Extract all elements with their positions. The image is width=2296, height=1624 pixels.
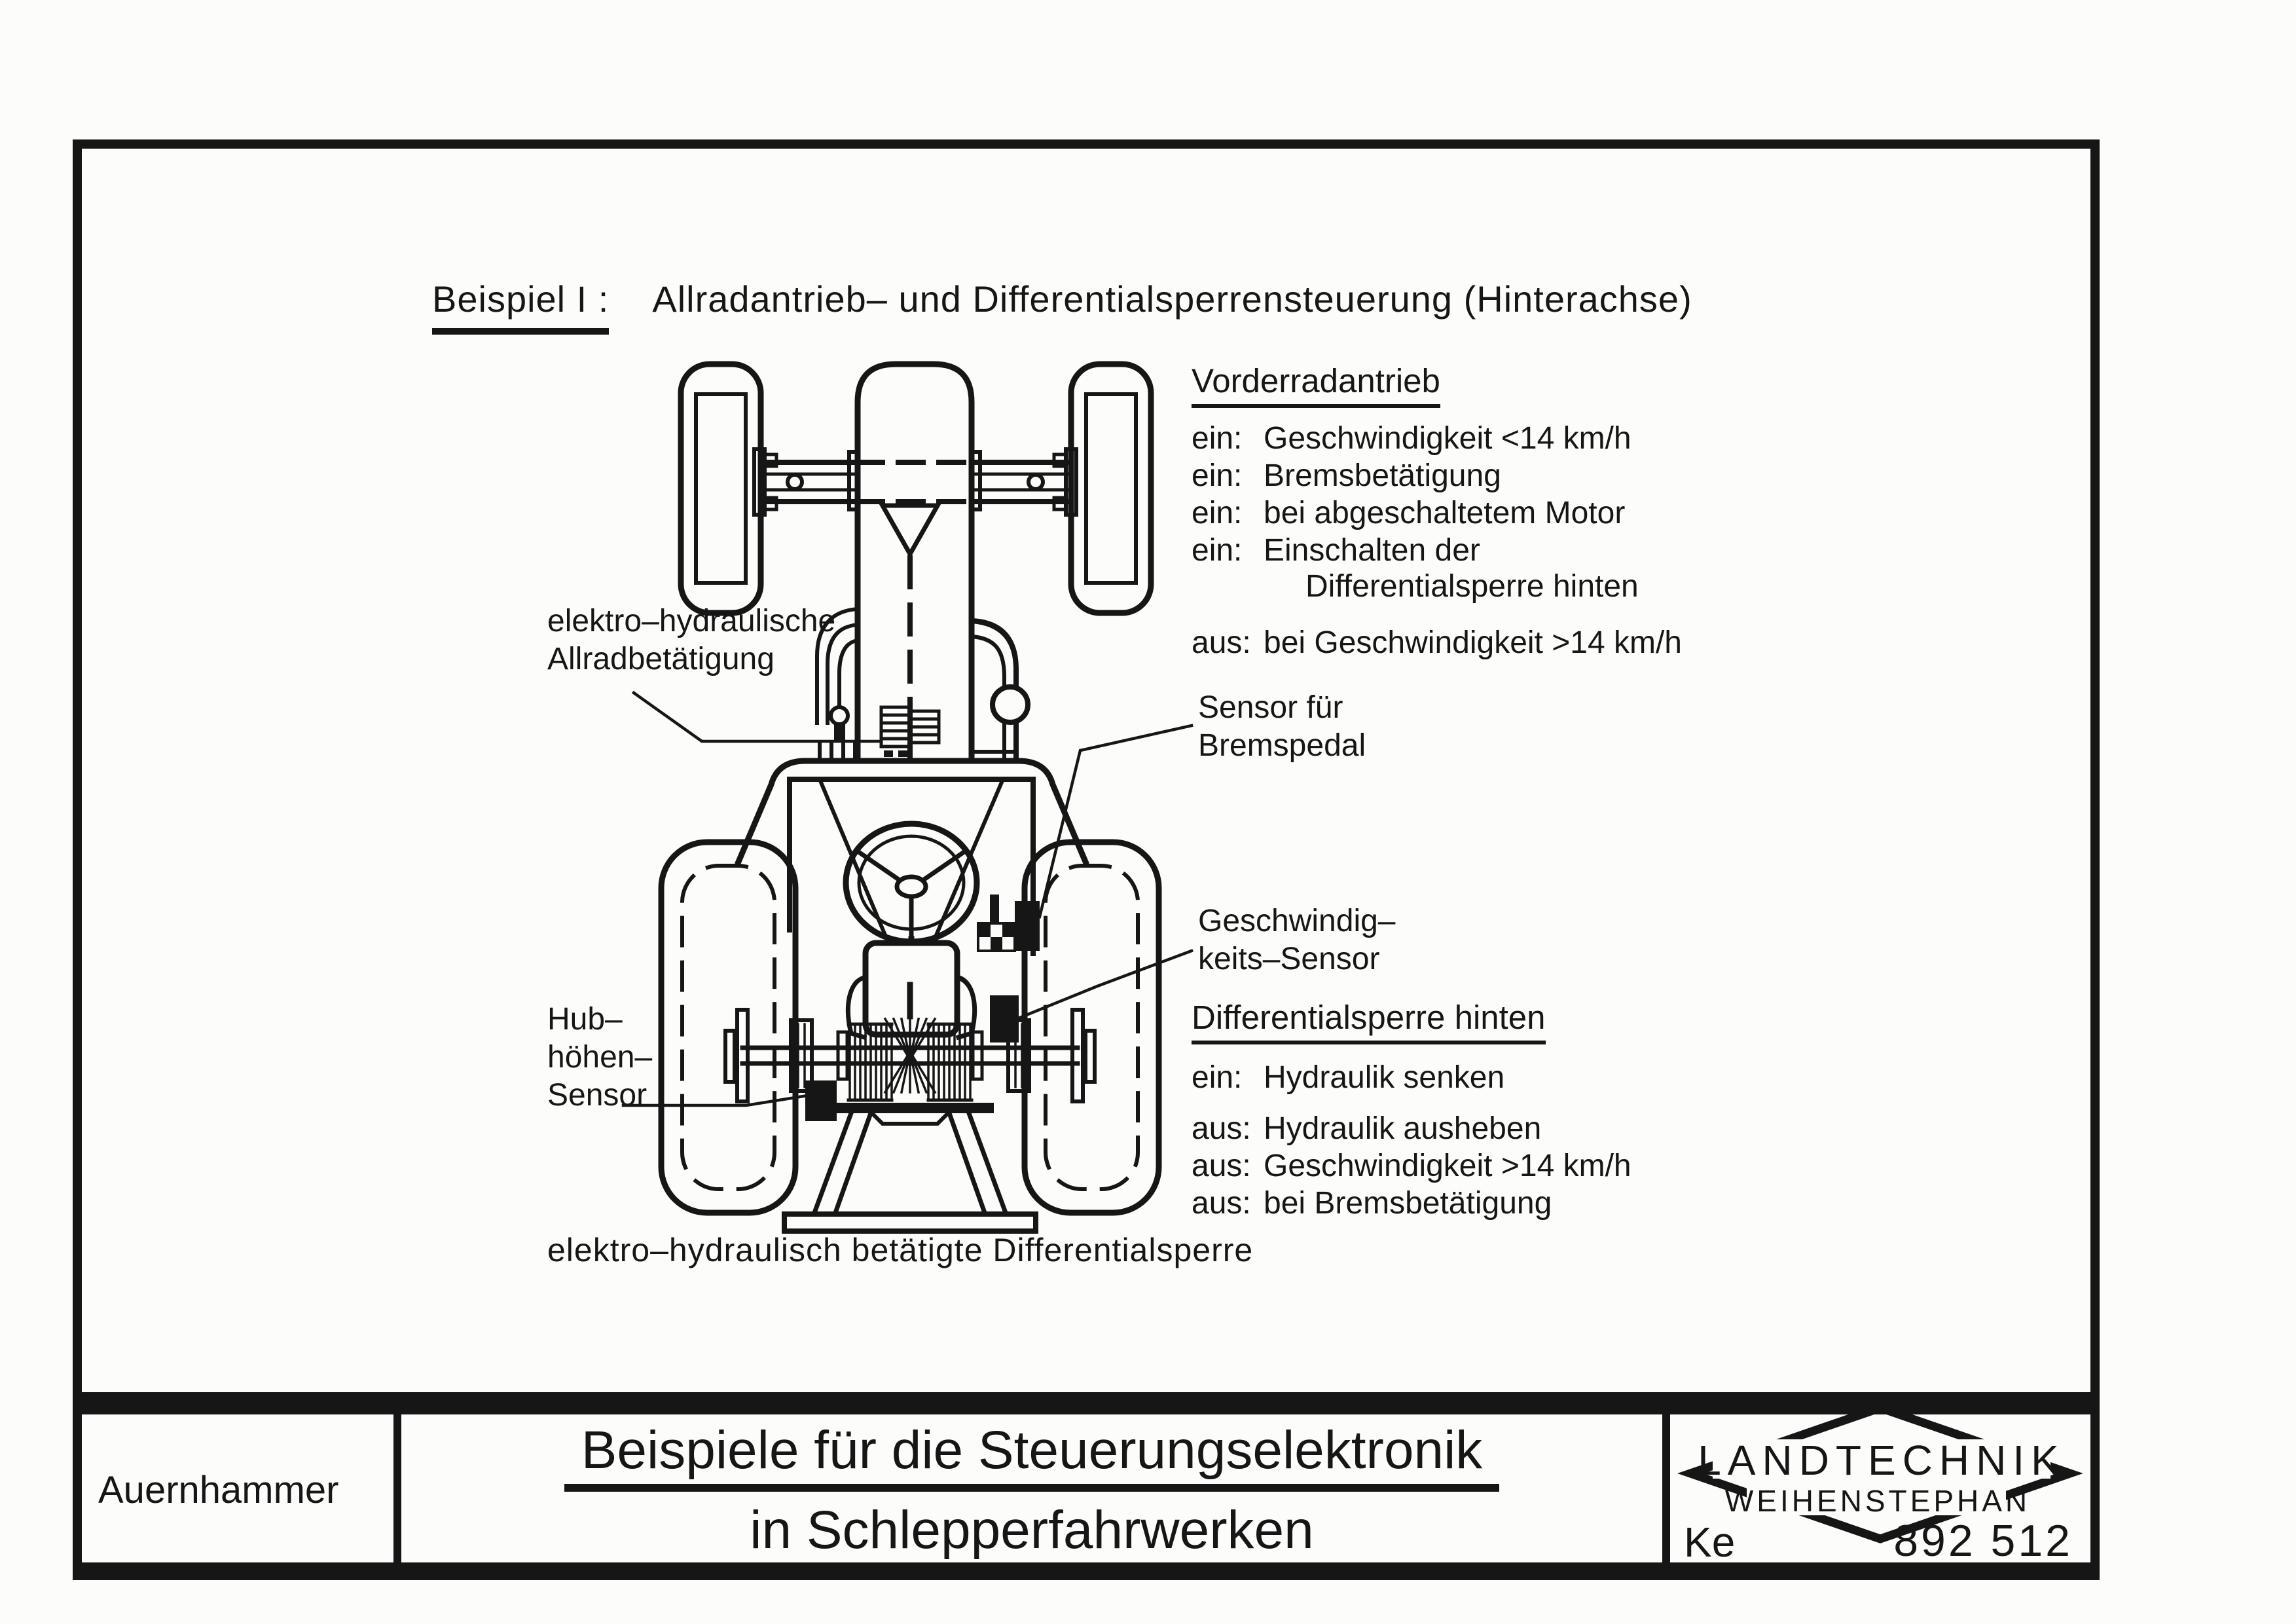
front-wheel-right <box>1071 364 1151 613</box>
titleblock-author: Auernhammer <box>98 1469 339 1511</box>
rearlock-row: aus: Geschwindigkeit >14 km/h <box>1192 1149 1631 1183</box>
label-brake-sensor: Sensor für Bremspedal <box>1198 690 1366 763</box>
front-wheel-left <box>681 364 761 613</box>
label-allrad-valve: elektro–hydraulische Allradbetätigung <box>547 604 836 676</box>
titleblock-title-line2: in Schlepperfahrwerken <box>733 1500 1330 1572</box>
engine-hood <box>849 364 980 760</box>
frontdrive-row: ein: Geschwindigkeit <14 km/h <box>1192 421 1631 456</box>
differential-gears <box>838 985 982 1100</box>
filter-icon <box>993 687 1028 722</box>
drawing-title <box>432 278 1692 335</box>
drawing-title-text: Allradantrieb– und Differentialsperrensteuerung (Hinterachse) <box>652 278 1692 320</box>
frontdrive-heading: Vorderradantrieb <box>1192 361 1440 408</box>
rearlock-row: aus: Hydraulik ausheben <box>1192 1111 1542 1146</box>
hitch-legs <box>784 1113 1036 1231</box>
pilot-port-icon <box>831 707 848 724</box>
hub-height-sensor <box>805 1080 837 1121</box>
frontdrive-row: ein: Einschalten der <box>1192 533 1480 568</box>
diff-lock-caption: elektro–hydraulisch betätigte Differentialsperre <box>547 1232 1254 1268</box>
frontdrive-row: ein: bei abgeschaltetem Motor <box>1192 496 1626 530</box>
logo-text-top: LANDTECHNIK <box>1698 1437 2066 1484</box>
rearlock-row: ein: Hydraulik senken <box>1192 1060 1505 1095</box>
titleblock-title-line1: Beispiele für die Steuerungselektronik <box>564 1420 1500 1492</box>
drawing-title-label: Beispiel I : <box>432 278 609 335</box>
rearlock-row: aus: bei Bremsbetätigung <box>1192 1186 1552 1221</box>
rear-wheel-left <box>661 842 795 1213</box>
hitch-plate <box>784 1214 1036 1231</box>
frontdrive-row-wrap: Differentialsperre hinten <box>1305 569 1639 604</box>
hydraulic-pipe-right <box>972 621 1028 760</box>
titleblock-sign: Ke <box>1684 1519 1736 1566</box>
label-hub-sensor: Hub– höhen– Sensor <box>547 1002 653 1113</box>
frontdrive-row: aus: bei Geschwindigkeit >14 km/h <box>1192 625 1682 660</box>
label-speed-sensor: Geschwindig– keits–Sensor <box>1198 904 1396 976</box>
tractor-diagram <box>623 364 1192 1231</box>
titleblock-number: 892 512 <box>1893 1516 2073 1566</box>
rearlock-heading: Differentialsperre hinten <box>1192 998 1546 1044</box>
titleblock-title <box>397 1414 1666 1566</box>
frontdrive-row: ein: Bremsbetätigung <box>1192 458 1501 493</box>
logo-text-bottom: WEIHENSTEPHAN <box>1724 1484 2031 1518</box>
titleblock-top-band <box>77 1392 2095 1414</box>
brake-pedal-sensor <box>978 895 1040 951</box>
leader-brake-sensor <box>1040 726 1192 917</box>
